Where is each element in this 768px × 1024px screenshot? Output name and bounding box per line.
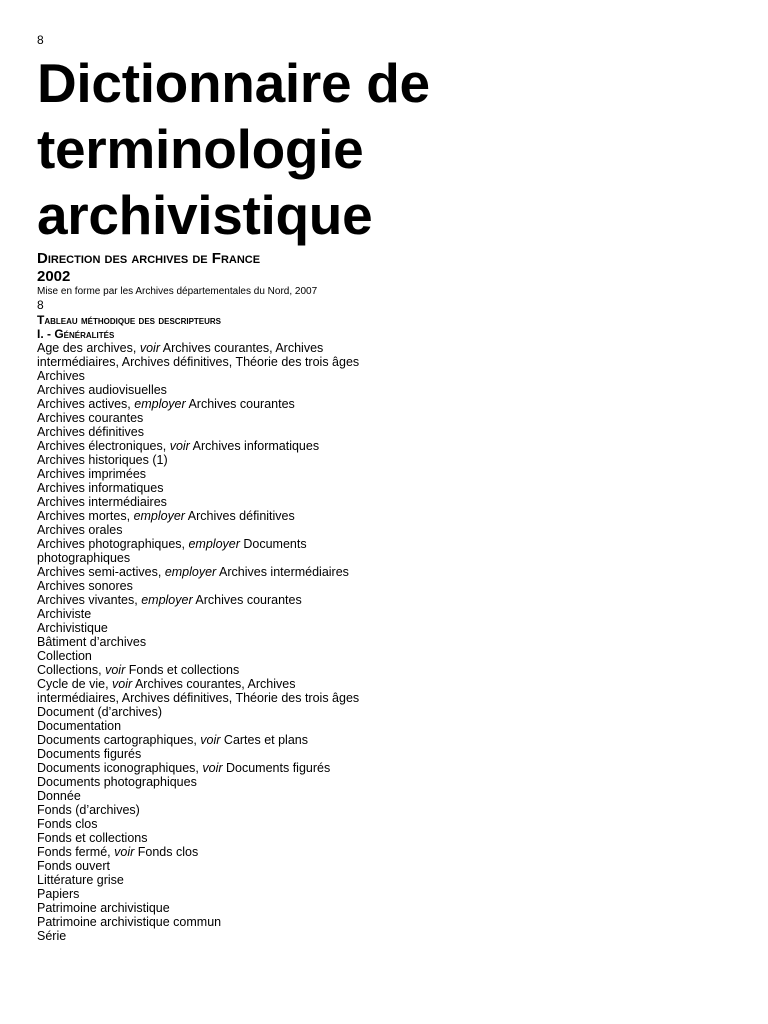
descriptor-entry	[37, 495, 367, 509]
reference-target: Archives courantes	[185, 397, 295, 411]
descriptor-entry	[37, 635, 367, 649]
descriptor-entry	[37, 425, 367, 439]
descriptor-term: Fonds (d’archives)	[37, 803, 140, 817]
reference-keyword: voir	[112, 677, 133, 691]
descriptor-entry	[37, 481, 367, 495]
descriptor-term: Fonds ouvert	[37, 859, 110, 873]
descriptor-term: Documentation	[37, 719, 122, 733]
descriptor-term: Documents figurés	[37, 747, 142, 761]
reference-target: Archives intermédiaires	[216, 565, 349, 579]
descriptor-entry	[37, 845, 367, 859]
title-line: terminologie	[37, 118, 364, 180]
descriptor-term: Document (d’archives)	[37, 705, 163, 719]
descriptor-term: Archives actives,	[37, 397, 135, 411]
reference-keyword: voir	[202, 761, 223, 775]
descriptor-entry	[37, 733, 367, 747]
organization-name: Direction des archives de France	[37, 250, 261, 267]
descriptor-term: Série	[37, 929, 67, 943]
descriptor-term: Fonds et collections	[37, 831, 148, 845]
document-title	[37, 50, 430, 248]
descriptor-term: Archives historiques (1)	[37, 453, 168, 467]
descriptor-term: Fonds clos	[37, 817, 98, 831]
descriptor-term: Patrimoine archivistique	[37, 901, 170, 915]
descriptor-entry	[37, 705, 367, 719]
descriptor-entry	[37, 887, 367, 901]
section-title: I. - Généralités	[37, 327, 115, 341]
descriptor-term: Documents cartographiques,	[37, 733, 201, 747]
descriptor-entry	[37, 607, 367, 621]
descriptor-term: Archives informatiques	[37, 481, 164, 495]
reference-target: Fonds clos	[134, 845, 199, 859]
descriptor-entry	[37, 523, 367, 537]
descriptor-entry	[37, 621, 367, 635]
table-title: Tableau méthodique des descripteurs	[37, 313, 222, 327]
descriptor-entry	[37, 915, 367, 929]
reference-keyword: employer	[133, 509, 185, 523]
descriptor-entry	[37, 929, 367, 943]
descriptor-term: Archives audiovisuelles	[37, 383, 167, 397]
descriptor-entry	[37, 383, 367, 397]
descriptor-term: Archives photographiques,	[37, 537, 189, 551]
descriptor-term: Documents iconographiques,	[37, 761, 203, 775]
descriptor-entry	[37, 761, 367, 775]
descriptor-term: Archives orales	[37, 523, 123, 537]
descriptor-entry	[37, 509, 367, 523]
reference-keyword: voir	[114, 845, 135, 859]
descriptor-entry	[37, 859, 367, 873]
reference-target: Archives courantes	[192, 593, 302, 607]
descriptor-entry	[37, 369, 367, 383]
descriptor-entry	[37, 803, 367, 817]
content-column	[37, 250, 367, 943]
descriptor-term: Littérature grise	[37, 873, 124, 887]
reference-keyword: voir	[200, 733, 221, 747]
descriptor-entry	[37, 537, 367, 565]
descriptor-entry	[37, 397, 367, 411]
descriptor-entry	[37, 411, 367, 425]
descriptor-term: Donnée	[37, 789, 81, 803]
descriptor-term: Collections,	[37, 663, 106, 677]
descriptor-entry	[37, 453, 367, 467]
reference-keyword: employer	[141, 593, 193, 607]
reference-keyword: employer	[134, 397, 186, 411]
descriptor-term: Archives définitives	[37, 425, 144, 439]
descriptor-entry	[37, 565, 367, 579]
descriptor-entry	[37, 677, 367, 705]
descriptor-term: Archives imprimées	[37, 467, 147, 481]
descriptor-term: Patrimoine archivistique commun	[37, 915, 222, 929]
descriptor-term: Cycle de vie,	[37, 677, 113, 691]
descriptor-entry	[37, 747, 367, 761]
reference-target: Fonds et collections	[125, 663, 240, 677]
formatting-note: Mise en forme par les Archives départementales du Nord, 2007	[37, 286, 318, 297]
descriptor-entry	[37, 663, 367, 677]
descriptor-term: Archives électroniques,	[37, 439, 170, 453]
reference-target: Archives définitives	[184, 509, 295, 523]
descriptor-entry	[37, 775, 367, 789]
reference-target: Archives courantes, Archives intermédiaires, Archives définitives, Théorie des trois âges	[37, 341, 360, 369]
descriptor-entry	[37, 817, 367, 831]
descriptor-term: Documents photographiques	[37, 775, 197, 789]
descriptor-entry	[37, 341, 367, 369]
descriptor-entry	[37, 467, 367, 481]
descriptor-entry	[37, 579, 367, 593]
descriptor-entry	[37, 649, 367, 663]
descriptor-term: Papiers	[37, 887, 80, 901]
descriptor-term: Bâtiment d’archives	[37, 635, 147, 649]
page-number-secondary: 8	[37, 298, 44, 312]
title-line: archivistique	[37, 184, 373, 246]
publication-year: 2002	[37, 268, 71, 285]
descriptor-term: Fonds fermé,	[37, 845, 115, 859]
descriptor-entry	[37, 593, 367, 607]
descriptor-term: Archivistique	[37, 621, 108, 635]
reference-keyword: voir	[139, 341, 160, 355]
descriptor-term: Archives sonores	[37, 579, 133, 593]
page-number: 8	[37, 33, 44, 47]
descriptor-term: Archiviste	[37, 607, 92, 621]
descriptor-entry	[37, 789, 367, 803]
descriptor-term: Collection	[37, 649, 92, 663]
reference-keyword: employer	[188, 537, 240, 551]
descriptor-term: Age des archives,	[37, 341, 140, 355]
reference-keyword: employer	[164, 565, 217, 579]
descriptor-entry	[37, 831, 367, 845]
descriptor-term: Archives	[37, 369, 85, 383]
reference-target: Documents photographiques	[37, 537, 307, 565]
reference-target: Cartes et plans	[220, 733, 308, 747]
descriptor-term: Archives courantes	[37, 411, 144, 425]
descriptor-list	[37, 341, 367, 943]
reference-keyword: voir	[105, 663, 126, 677]
descriptor-entry	[37, 873, 367, 887]
descriptor-term: Archives intermédiaires	[37, 495, 167, 509]
descriptor-entry	[37, 901, 367, 915]
title-line: Dictionnaire de	[37, 52, 430, 114]
reference-target: Archives informatiques	[189, 439, 320, 453]
reference-keyword: voir	[169, 439, 190, 453]
reference-target: Archives courantes, Archives intermédiaires, Archives définitives, Théorie des trois âges	[37, 677, 360, 705]
descriptor-term: Archives mortes,	[37, 509, 134, 523]
reference-target: Documents figurés	[222, 761, 331, 775]
descriptor-term: Archives vivantes,	[37, 593, 142, 607]
descriptor-entry	[37, 439, 367, 453]
descriptor-term: Archives semi-actives,	[37, 565, 165, 579]
descriptor-entry	[37, 719, 367, 733]
